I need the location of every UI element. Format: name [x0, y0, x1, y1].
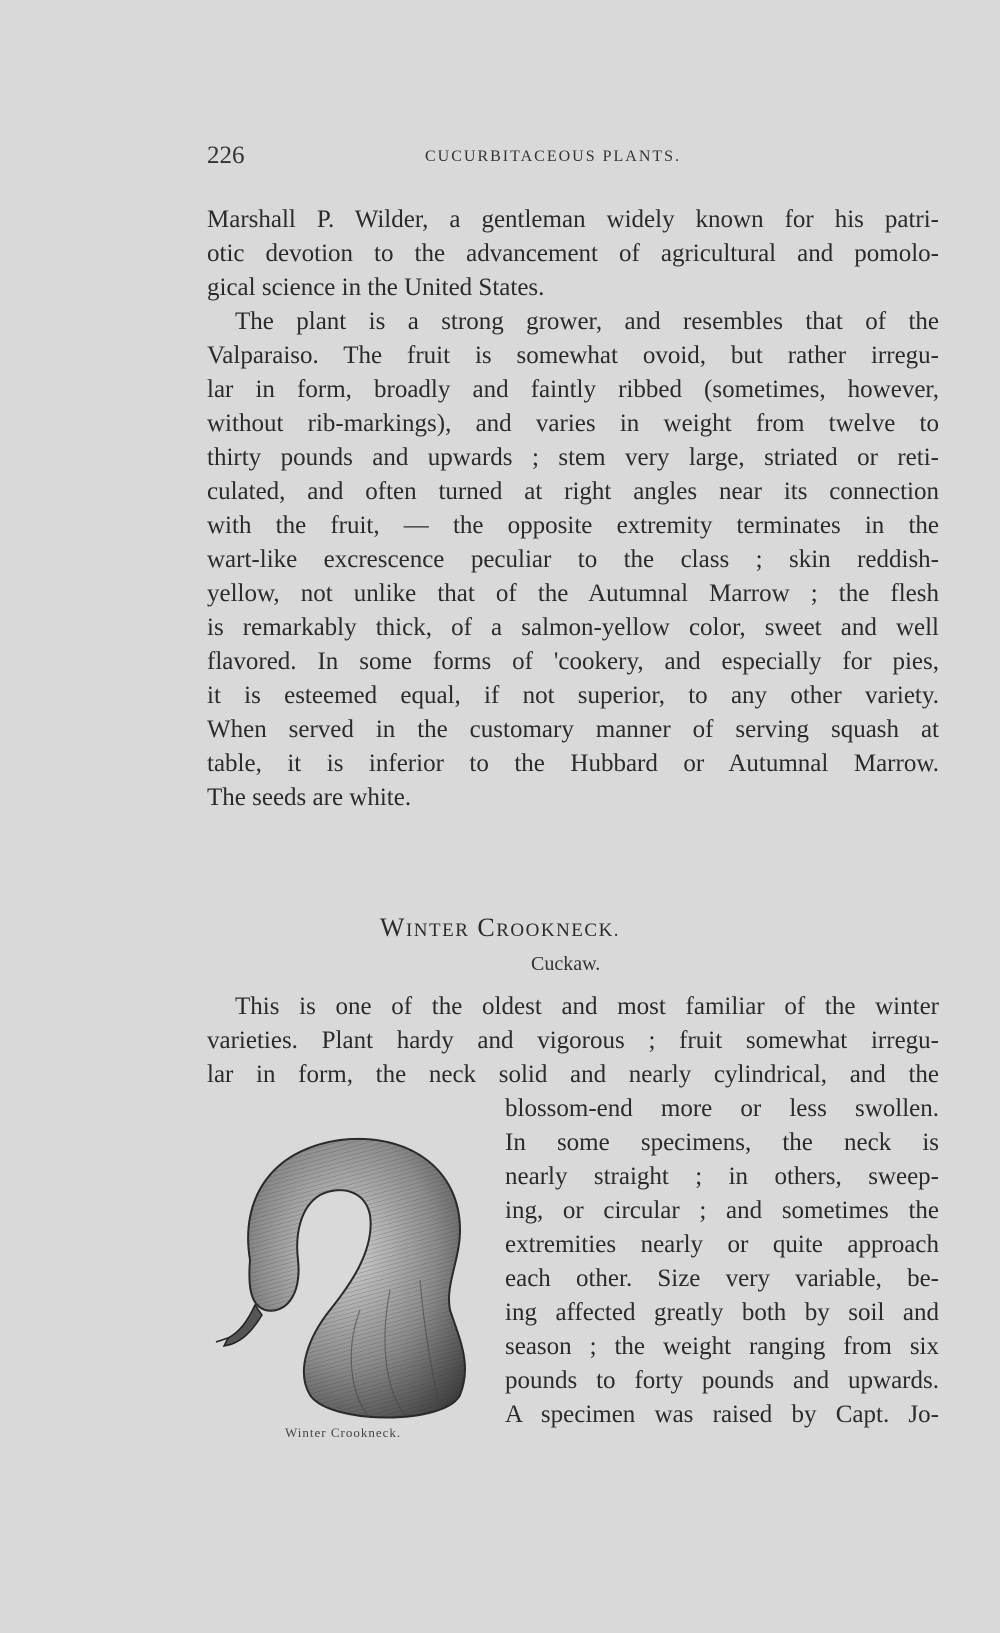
- text-line: nearly straight ; in others, sweep-: [505, 1163, 939, 1190]
- text-line: The plant is a strong grower, and resembles that of the: [235, 308, 939, 335]
- section-subtitle: Cuckaw.: [531, 953, 601, 975]
- text-line: culated, and often turned at right angles near its connection: [207, 478, 939, 505]
- text-line: ing, or circular ; and sometimes the: [505, 1197, 939, 1224]
- text-line: ing affected greatly both by soil and: [505, 1299, 939, 1326]
- text-line: each other. Size very variable, be-: [505, 1265, 939, 1292]
- text-line: Valparaiso. The fruit is somewhat ovoid, but rather irregu-: [207, 342, 939, 369]
- title-small-caps: ROOKNECK.: [496, 920, 621, 941]
- text-line: is remarkably thick, of a salmon-yellow color, sweet and well: [207, 614, 939, 641]
- text-line: yellow, not unlike that of the Autumnal Marrow ; the flesh: [207, 580, 939, 607]
- title-initial: W: [379, 913, 406, 942]
- running-head: CUCURBITACEOUS PLANTS.: [425, 148, 682, 165]
- text-line: table, it is inferior to the Hubbard or Autumnal Marrow.: [207, 750, 939, 777]
- text-line: without rib-markings), and varies in weight from twelve to: [207, 410, 939, 437]
- winter-crookneck-illustration: [210, 1110, 500, 1430]
- text-line: otic devotion to the advancement of agricultural and pomolo-: [207, 240, 939, 267]
- text-line: Marshall P. Wilder, a gentleman widely known for his patri-: [207, 206, 939, 233]
- text-line: lar in form, broadly and faintly ribbed (sometimes, however,: [207, 376, 939, 403]
- text-line: season ; the weight ranging from six: [505, 1333, 939, 1360]
- text-line: wart-like excrescence peculiar to the class ; skin reddish-: [207, 546, 939, 573]
- text-line: blossom-end more or less swollen.: [505, 1095, 939, 1122]
- text-line: pounds to forty pounds and upwards.: [505, 1367, 939, 1394]
- text-line: thirty pounds and upwards ; stem very large, striated or reti-: [207, 444, 939, 471]
- text-line: extremities nearly or quite approach: [505, 1231, 939, 1258]
- title-initial: C: [477, 913, 497, 942]
- text-line: gical science in the United States.: [207, 274, 545, 301]
- text-line: it is esteemed equal, if not superior, to any other variety.: [207, 682, 939, 709]
- text-line: with the fruit, — the opposite extremity terminates in the: [207, 512, 939, 539]
- text-line: varieties. Plant hardy and vigorous ; fruit somewhat irregu-: [207, 1027, 939, 1054]
- page-header: [207, 142, 727, 172]
- text-line: flavored. In some forms of 'cookery, and especially for pies,: [207, 648, 939, 675]
- section-title: [0, 913, 1000, 943]
- figure-caption: Winter Crookneck.: [285, 1425, 402, 1440]
- text-line: When served in the customary manner of serving squash at: [207, 716, 939, 743]
- text-line: The seeds are white.: [207, 784, 412, 811]
- title-small-caps: INTER: [405, 920, 470, 941]
- page-number: 226: [207, 142, 245, 169]
- text-line: This is one of the oldest and most familiar of the winter: [235, 993, 939, 1020]
- text-line: In some specimens, the neck is: [505, 1129, 939, 1156]
- text-line: A specimen was raised by Capt. Jo-: [505, 1401, 939, 1428]
- text-line: lar in form, the neck solid and nearly cylindrical, and the: [207, 1061, 939, 1088]
